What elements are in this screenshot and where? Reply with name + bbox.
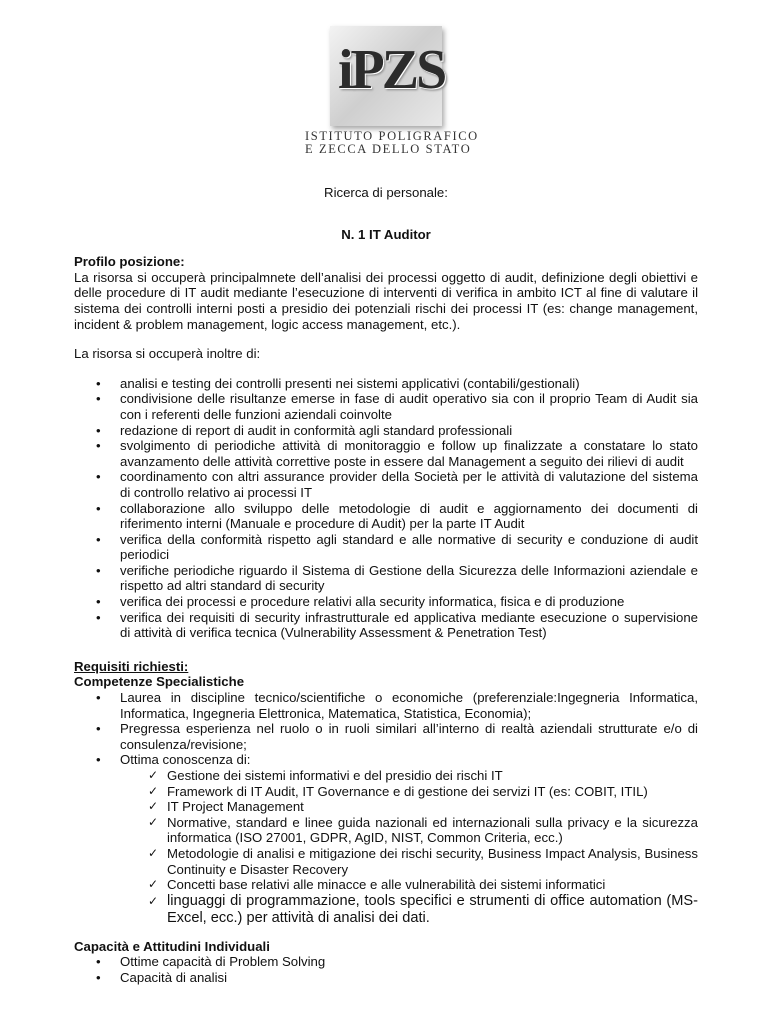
list-item: ✓ Gestione dei sistemi informativi e del presidio dei rischi IT bbox=[74, 768, 698, 784]
list-item: • condivisione delle risultanze emerse in fase di audit operativo sia con il proprio Team di Audit sia con i referenti delle funzioni aziendali coinvolte bbox=[74, 391, 698, 422]
list-item: ✓ linguaggi di programmazione, tools specifici e strumenti di office automation (MS-Excel, ecc.) per attività di analisi dei dati. bbox=[74, 893, 698, 927]
profile-title: Profilo posizione: bbox=[74, 254, 185, 270]
list-item: ✓ Normative, standard e linee guida nazionali ed internazionali sulla privacy e la sicurezza informatica (ISO 27001, GDPR, AgID, NIST, Common Criteria, ecc.) bbox=[74, 815, 698, 846]
tasks-intro: La risorsa si occuperà inoltre di: bbox=[74, 346, 261, 362]
logo-letters: iPZS bbox=[338, 39, 445, 101]
list-item: ✓ Metodologie di analisi e mitigazione dei rischi security, Business Impact Analysis, Business Continuity e Disaster Recovery bbox=[74, 846, 698, 877]
profile-text: La risorsa si occuperà principalmnete dell’analisi dei processi oggetto di audit, definizione degli obiettivi e delle procedure di IT audit mediante l’esecuzione di interventi di verifica in ambito ICT al fine di valutare il sistema dei controlli interni posti a presidio dei potenziali rischi dei processi IT (es: change management, incident & problem management, logic access management, etc.). bbox=[74, 269, 698, 332]
position-title: N. 1 IT Auditor bbox=[341, 226, 431, 242]
list-item: • analisi e testing dei controlli presenti nei sistemi applicativi (contabili/gestionali) bbox=[74, 376, 698, 392]
list-item: ✓ Framework di IT Audit, IT Governance e di gestione dei servizi IT (es: COBIT, ITIL) bbox=[74, 784, 698, 800]
list-item: • verifiche periodiche riguardo il Sistema di Gestione della Sicurezza delle Informazioni aziendale e rispetto ad altri standard di security bbox=[74, 563, 698, 594]
list-item: • coordinamento con altri assurance provider della Società per le attività di valutazione del sistema di controllo relativo ai processi IT bbox=[74, 469, 698, 500]
list-item: • Laurea in discipline tecnico/scientifiche o economiche (preferenziale:Ingegneria Informatica, Informatica, Ingegneria Elettronica, Matematica, Statistica, Economia); bbox=[74, 690, 698, 721]
competences-title: Competenze Specialistiche bbox=[74, 674, 245, 690]
list-item: • Capacità di analisi bbox=[74, 970, 698, 986]
list-item: • collaborazione allo sviluppo delle metodologie di audit e aggiornamento dei documenti di riferimento interni (Manuale e procedure di Audit) per la parte IT Audit bbox=[74, 501, 698, 532]
list-item: ✓ Concetti base relativi alle minacce e alle vulnerabilità dei sistemi informatici bbox=[74, 877, 698, 893]
requirements-title: Requisiti richiesti: bbox=[74, 658, 189, 674]
logo-tagline bbox=[305, 130, 505, 156]
list-item: • verifica della conformità rispetto agli standard e alle normative di security e conduzione di audit periodici bbox=[74, 532, 698, 563]
logo-emblem bbox=[330, 26, 445, 126]
list-item: • svolgimento di periodiche attività di monitoraggio e follow up finalizzate a constatare lo stato avanzamento delle attività correttive poste in essere dal Management a seguito dei rilievi di audit bbox=[74, 438, 698, 469]
logo-tagline-line1: ISTITUTO POLIGRAFICO bbox=[305, 129, 479, 143]
list-item: • verifica dei requisiti di security infrastrutturale ed applicativa mediante esecuzione o supervisione di attività di verifica tecnica (Vulnerability Assessment & Penetration Test) bbox=[74, 610, 698, 641]
list-item: • Ottime capacità di Problem Solving bbox=[74, 954, 698, 970]
list-item: • Ottima conoscenza di: bbox=[74, 752, 698, 768]
list-item: • Pregressa esperienza nel ruolo o in ruoli similari all’interno di realtà aziendali strutturate e/o di consulenza/revisione; bbox=[74, 721, 698, 752]
list-item: ✓ IT Project Management bbox=[74, 799, 698, 815]
ipzs-logo bbox=[0, 22, 770, 162]
requirements-list bbox=[74, 690, 698, 768]
list-item: • verifica dei processi e procedure relativi alla security informatica, fisica e di produzione bbox=[74, 594, 698, 610]
page-heading: Ricerca di personale: bbox=[324, 185, 448, 200]
knowledge-list bbox=[74, 768, 698, 927]
capabilities-title: Capacità e Attitudini Individuali bbox=[74, 938, 270, 954]
logo-tagline-line2: E ZECCA DELLO STATO bbox=[305, 142, 472, 156]
list-item: • redazione di report di audit in conformità agli standard professionali bbox=[74, 423, 698, 439]
capabilities-list bbox=[74, 954, 698, 985]
document-body bbox=[74, 185, 698, 986]
tasks-list bbox=[74, 376, 698, 641]
